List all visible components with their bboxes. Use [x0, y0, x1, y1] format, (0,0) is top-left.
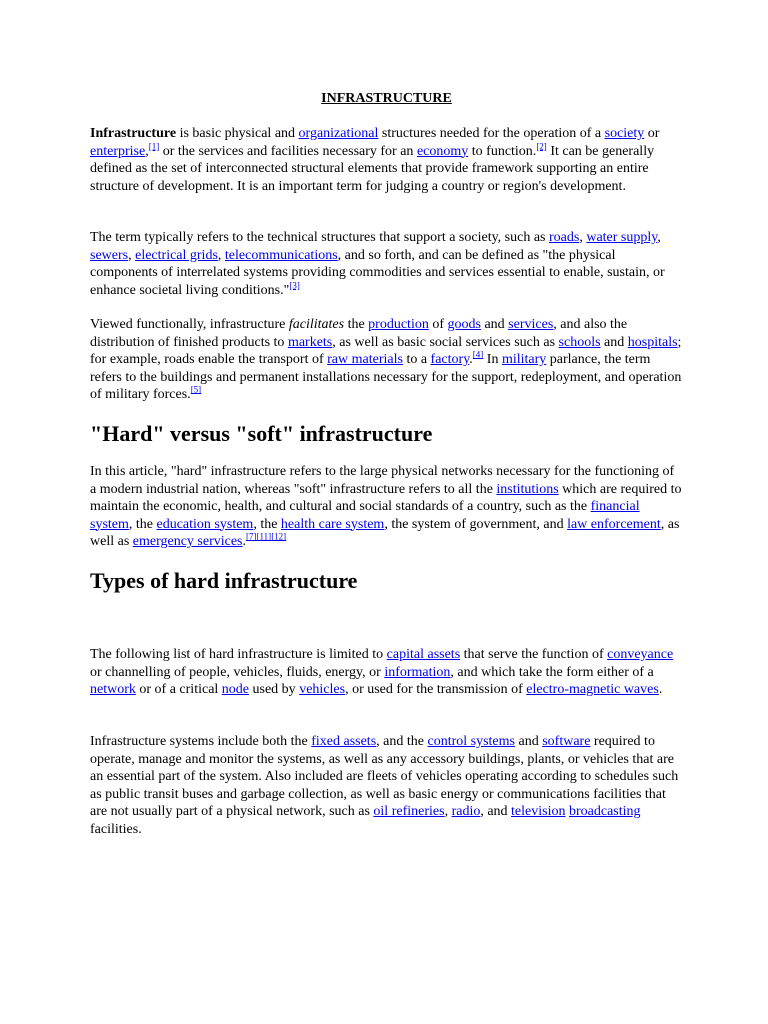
link-enterprise[interactable]: enterprise	[90, 143, 146, 159]
text-run: In this article, "hard" infrastructure refers to the large physical networks necessary for the functioning of a modern industrial nation, whereas "soft" infrastructure refers to all the	[90, 464, 675, 497]
link-television[interactable]: television	[511, 804, 566, 819]
text-run: , the system of government, and	[384, 516, 568, 532]
link-services[interactable]: services	[508, 317, 554, 332]
link-node[interactable]: node	[221, 682, 250, 697]
text-run: , as well as	[90, 516, 680, 549]
text-run: which are required to maintain the economic, health, and cultural and social standards of a country, such as the	[90, 481, 682, 514]
text-run: structures needed for the operation of a	[378, 126, 605, 141]
link-radio[interactable]: radio	[451, 804, 481, 819]
text-run: and	[480, 317, 509, 332]
citation-4[interactable]: [4]	[472, 349, 484, 360]
link-markets[interactable]: markets	[287, 334, 333, 350]
infrastructure-systems-paragraph	[90, 733, 683, 838]
link-economy[interactable]: economy	[416, 143, 469, 159]
link-institutions[interactable]: institutions	[496, 481, 559, 497]
text-run: or channelling of people, vehicles, fluids, energy, or	[90, 664, 385, 680]
text-run: ,	[217, 247, 225, 263]
link-goods[interactable]: goods	[447, 317, 481, 332]
link-conveyance[interactable]: conveyance	[607, 647, 674, 662]
hard-soft-paragraph	[90, 463, 683, 551]
intro-paragraph	[90, 125, 683, 195]
text-run: , or used for the transmission of	[345, 682, 527, 697]
link-sewers[interactable]: sewers	[90, 247, 129, 263]
text-run: ,	[579, 230, 587, 245]
text-run: , the	[253, 516, 281, 532]
text-run: It can be generally defined as the set of interconnected structural elements that provide framework supporting an entire structure of development. It is an important term for judging a country or region's development.	[90, 143, 655, 194]
link-software[interactable]: software	[542, 734, 591, 749]
link-oil-refineries[interactable]: oil refineries	[373, 804, 445, 819]
link-control-systems[interactable]: control systems	[427, 734, 515, 749]
citation-2[interactable]: [2]	[536, 140, 547, 151]
text-run: , and also the distribution of finished products to	[90, 317, 628, 350]
text-run: Infrastructure systems include both the	[90, 734, 312, 749]
text-run: .	[242, 534, 247, 549]
text-run: The term typically refers to the technical structures that support a society, such as	[90, 230, 549, 245]
link-hospitals[interactable]: hospitals	[627, 334, 678, 350]
text-run: or of a critical	[135, 682, 222, 697]
text-run: ,	[128, 247, 136, 263]
text-run: , and which take the form either of a	[450, 664, 654, 680]
text-run: required to operate, manage and monitor the systems, as well as any accessory buildings, plants, or vehicles that are an essential part of the system. Also included are fleets of vehicles operating according to schedules such as public transit buses and garbage collection, as well as basic energy or communications facilities that are not usually part of a physical network, such as	[90, 734, 679, 819]
text-run: to function.	[468, 143, 537, 159]
heading-hard-vs-soft: "Hard" versus "soft" infrastructure	[90, 421, 433, 446]
text-run: , and the	[376, 734, 428, 749]
text-run: .	[658, 682, 663, 697]
citation-12[interactable]: [12]	[271, 531, 287, 542]
text-run: The following list of hard infrastructure is limited to	[90, 647, 387, 662]
text-run: , as well as basic social services such as	[332, 334, 559, 350]
citation-1[interactable]: [1]	[148, 140, 160, 151]
link-fixed-assets[interactable]: fixed assets	[311, 734, 377, 749]
text-run: facilities.	[90, 821, 142, 837]
link-electrical-grids[interactable]: electrical grids	[135, 247, 218, 263]
link-society[interactable]: society	[604, 126, 645, 141]
link-organizational[interactable]: organizational	[298, 126, 379, 141]
text-run: , and so forth, and can be defined as "the physical components of interrelated systems providing commodities and services essential to enable, sustain, or enhance societal living conditions."	[90, 247, 665, 298]
text-run: ,	[657, 230, 661, 245]
text-run: ,	[145, 143, 149, 159]
link-vehicles[interactable]: vehicles	[299, 682, 346, 697]
term-infrastructure: Infrastructure	[90, 126, 177, 141]
citation-5[interactable]: [5]	[190, 384, 202, 395]
heading-types-of-hard-infrastructure: Types of hard infrastructure	[90, 568, 358, 593]
functional-view-paragraph	[90, 316, 683, 404]
text-run: Viewed functionally, infrastructure	[90, 317, 289, 332]
link-information[interactable]: information	[384, 664, 451, 680]
technical-structures-paragraph	[90, 229, 683, 299]
link-water-supply[interactable]: water supply	[586, 230, 658, 245]
link-capital-assets[interactable]: capital assets	[386, 647, 461, 662]
link-roads[interactable]: roads	[549, 230, 580, 245]
text-run: is basic physical and	[176, 126, 299, 141]
text-run: , the	[128, 516, 157, 532]
document-title: INFRASTRUCTURE	[321, 91, 452, 106]
link-network[interactable]: network	[90, 682, 136, 697]
text-run: , and	[480, 804, 512, 819]
text-run: to a	[402, 352, 431, 367]
link-emergency-services[interactable]: emergency services	[132, 534, 243, 549]
text-run: parlance, the term refers to the buildings and permanent installations necessary for the support, redeployment, and operation of military forces.	[90, 352, 682, 402]
text-run: or	[644, 126, 660, 141]
text-run: ; for example, roads enable the transport of	[90, 334, 682, 367]
emphasis-facilitates: facilitates	[288, 317, 345, 332]
citation-7[interactable]: [7]	[246, 531, 257, 542]
text-run: or the services and facilities necessary for an	[159, 143, 417, 159]
text-run: ,	[444, 804, 452, 819]
text-run: and	[514, 734, 543, 749]
link-law-enforcement[interactable]: law enforcement	[567, 516, 661, 532]
hard-infrastructure-list-paragraph	[90, 646, 683, 699]
link-raw-materials[interactable]: raw materials	[327, 352, 403, 367]
link-broadcasting[interactable]: broadcasting	[568, 804, 641, 819]
citation-11[interactable]: [11]	[256, 531, 272, 542]
text-run: the	[344, 317, 369, 332]
link-telecommunications[interactable]: telecommunications	[224, 247, 338, 263]
link-production[interactable]: production	[368, 317, 429, 332]
link-electro-magnetic-waves[interactable]: electro-magnetic waves	[526, 682, 659, 697]
link-factory[interactable]: factory	[430, 352, 470, 367]
link-education-system[interactable]: education system	[156, 516, 254, 532]
text-run: of	[428, 317, 448, 332]
link-health-care-system[interactable]: health care system	[280, 516, 385, 532]
link-schools[interactable]: schools	[558, 334, 601, 350]
link-military[interactable]: military	[501, 352, 547, 367]
text-run: that serve the function of	[460, 647, 608, 662]
text-run: and	[600, 334, 628, 350]
text-run: .	[469, 352, 473, 367]
text-run: used by	[249, 682, 300, 697]
text-run: In	[483, 352, 502, 367]
citation-3[interactable]: [3]	[289, 279, 300, 290]
link-financial-system[interactable]: financial system	[90, 499, 640, 532]
